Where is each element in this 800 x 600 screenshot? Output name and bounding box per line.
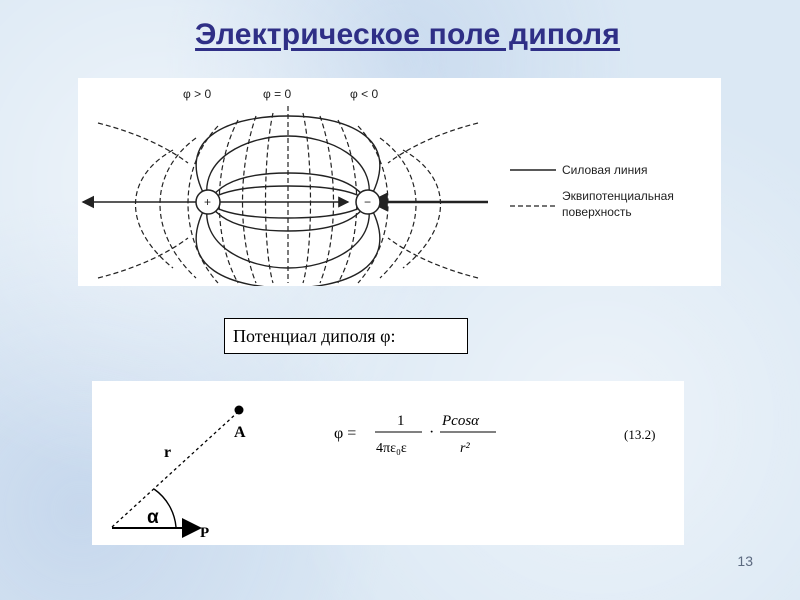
point-a — [235, 406, 244, 415]
equipotential-lines — [98, 106, 478, 283]
slide-title: Электрическое поле диполя — [195, 18, 620, 51]
dipole-field-diagram — [78, 78, 721, 286]
angle-label: α — [147, 507, 159, 528]
radius-vector-line — [112, 412, 238, 527]
radius-label: r — [164, 444, 172, 461]
legend-equipotential-label-2: поверхность — [562, 205, 632, 219]
equation-number: (13.2) — [624, 427, 656, 442]
frac1-numerator: 1 — [397, 413, 405, 429]
formula-svg — [92, 381, 684, 545]
frac2-denominator: r² — [460, 441, 470, 456]
formula-dot: · — [429, 424, 435, 441]
point-a-label: A — [234, 424, 246, 441]
positive-charge-sign: + — [204, 195, 212, 209]
region-label-negative: φ < 0 — [350, 87, 379, 101]
legend-field-line-label: Силовая линия — [562, 163, 648, 177]
negative-charge-sign: − — [364, 195, 372, 209]
field-lines-svg — [78, 78, 721, 286]
formula-lhs: φ = — [334, 425, 357, 442]
frac1-denominator: 4πε₀ε — [376, 441, 407, 456]
potential-caption: Потенциал диполя φ: — [224, 318, 468, 354]
page-number: 13 — [737, 553, 753, 569]
frac2-numerator: Pcosα — [442, 413, 480, 429]
legend-equipotential-label-1: Эквипотенциальная — [562, 189, 674, 203]
vector-p-label: P — [200, 525, 210, 541]
region-label-zero: φ = 0 — [263, 87, 292, 101]
region-label-positive: φ > 0 — [183, 87, 212, 101]
formula-panel — [92, 381, 684, 545]
